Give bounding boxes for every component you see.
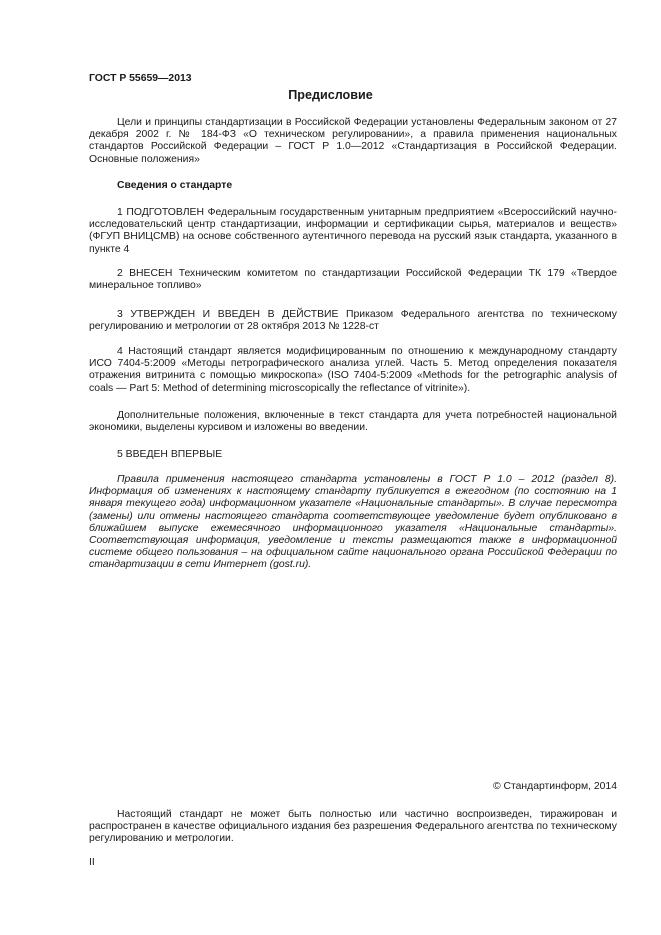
item-2-paragraph: 2 ВНЕСЕН Техническим комитетом по стандартизации Российской Федерации ТК 179 «Твердое минеральное топливо» [89, 268, 617, 292]
item-3-paragraph: 3 УТВЕРЖДЕН И ВВЕДЕН В ДЕЙСТВИЕ Приказом Федерального агентства по техническому регулированию и метрологии от 28 октября 2013 № 1228-ст [89, 309, 617, 333]
page-title: Предисловие [288, 88, 373, 102]
item-1-paragraph: 1 ПОДГОТОВЛЕН Федеральным государственным унитарным предприятием «Всероссийский научно-исследовательский центр стандартизации, информации и сертификации сырья, материалов и веществ» (ФГУП ВНИЦСМВ) на основе собственного аутентичного перевода на русский язык стандарта, указанного в пункте 4 [89, 207, 617, 255]
standard-code: ГОСТ Р 55659—2013 [89, 73, 192, 84]
rules-paragraph: Правила применения настоящего стандарта установлены в ГОСТ Р 1.0 – 2012 (раздел 8). Информация об изменениях к настоящему стандарту публикуется в ежегодном (по состоянию на 1 января текущего года) информационном указателе «Национальные стандарты». В случае пересмотра (замены) или отмены настоящего стандарта соответствующее уведомление будет опубликовано в ближайшем выпуске ежемесячного информационного указателя «Национальные стандарты». Соответствующая информация, уведомление и тексты размещаются также в информационной системе общего пользования – на официальном сайте национального органа Российской Федерации по стандартизации в сети Интернет (gost.ru). [89, 474, 617, 571]
copyright-line: © Стандартинформ, 2014 [492, 781, 617, 792]
info-heading: Сведения о стандарте [117, 180, 233, 191]
item-5-paragraph: 5 ВВЕДЕН ВПЕРВЫЕ [117, 449, 223, 460]
item-4-paragraph: 4 Настоящий стандарт является модифицированным по отношению к международному стандарту ИСО 7404-5:2009 «Методы петрографического анализа углей. Часть 5. Метод определения показателя отражения витринита с помощью микроскопа» (ISO 7404-5:2009 «Methods for the petrographic analysis of coals — Part 5: Method of determining microscopically the reflectance of vitrinite»). [89, 346, 617, 394]
intro-paragraph: Цели и принципы стандартизации в Российской Федерации установлены Федеральным законом от 27 декабря 2002 г. № 184-ФЗ «О техническом регулировании», а правила применения национальных стандартов Российской Федерации – ГОСТ Р 1.0—2012 «Стандартизация в Российской Федерации. Основные положения» [89, 117, 617, 165]
reproduction-notice: Настоящий стандарт не может быть полностью или частично воспроизведен, тиражирован и распространен в качестве официального издания без разрешения Федерального агентства по техническому регулированию и метрологии. [89, 809, 617, 845]
item-4-extra-paragraph: Дополнительные положения, включенные в текст стандарта для учета потребностей национальной экономики, выделены курсивом и изложены во введении. [89, 410, 617, 434]
page-number: II [89, 857, 95, 868]
